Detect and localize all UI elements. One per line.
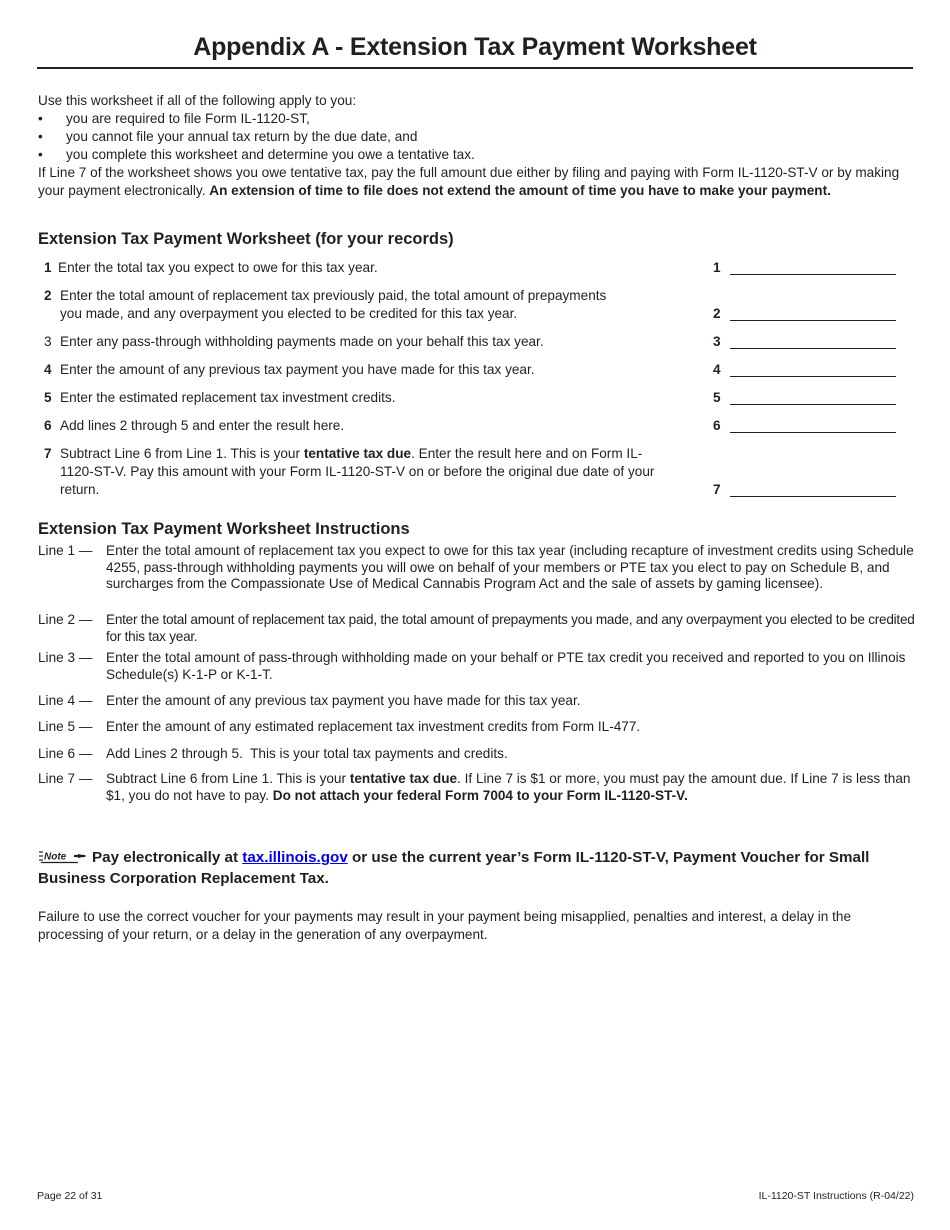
footer-page-number: Page 22 of 31: [37, 1190, 103, 1202]
line-number: 3: [713, 334, 721, 349]
amount-entry-line[interactable]: [730, 320, 896, 321]
failure-paragraph: Failure to use the correct voucher for your payments may result in your payment being misapplied, penalties and interest, a delay in the processing of your return, or a delay in the generation of any overpayment.: [38, 909, 852, 942]
footer-form-id: IL-1120-ST Instructions (R-04/22): [758, 1190, 914, 1202]
page-title: Appendix A - Extension Tax Payment Worksheet: [193, 33, 757, 61]
amount-entry-line[interactable]: [730, 432, 896, 433]
worksheet-line-1: 1 Enter the total tax you expect to owe for this tax year. 1: [38, 259, 913, 277]
line-number: 1: [713, 260, 721, 275]
line-number: 7: [713, 482, 721, 497]
intro-section: [38, 92, 918, 200]
line-number: 5: [713, 390, 721, 405]
amount-entry-line[interactable]: [730, 404, 896, 405]
amount-entry-line[interactable]: [730, 496, 896, 497]
line-number: 6: [713, 418, 721, 433]
note-callout: Note Pay electronically at tax.illinois.gov or use the current year’s Form IL-1120-ST-V, Payment Voucher for Small Business Corporation Replacement Tax.: [38, 849, 870, 887]
amount-entry-line[interactable]: [730, 348, 896, 349]
worksheet-heading: Extension Tax Payment Worksheet (for your records): [38, 230, 454, 248]
worksheet-line-3: 3 Enter any pass-through withholding payments made on your behalf this tax year. 3: [38, 333, 913, 351]
worksheet-line-4: 4 Enter the amount of any previous tax payment you have made for this tax year. 4: [38, 361, 913, 379]
bullet-icon: •: [38, 147, 43, 162]
amount-entry-line[interactable]: [730, 376, 896, 377]
worksheet-line-6: 6 Add lines 2 through 5 and enter the result here. 6: [38, 417, 913, 435]
title-divider: [37, 67, 913, 69]
amount-entry-line[interactable]: [730, 274, 896, 275]
worksheet-line-5: 5 Enter the estimated replacement tax investment credits. 5: [38, 389, 913, 407]
line-number: 2: [713, 306, 721, 321]
note-arrow-icon: [38, 848, 88, 869]
tax-illinois-link[interactable]: tax.illinois.gov: [242, 849, 348, 866]
bullet-icon: •: [38, 129, 43, 144]
intro-bullet: • you complete this worksheet and determine you owe a tentative tax.: [38, 147, 475, 162]
intro-lead: Use this worksheet if all of the following apply to you:: [38, 93, 357, 108]
intro-paragraph: If Line 7 of the worksheet shows you owe tentative tax, pay the full amount due either by filing and paying with Form IL-1120-ST-V or by making your payment electronically. An extension of time to file does not extend the amount of time you have to make your payment.: [38, 165, 900, 198]
bullet-icon: •: [38, 111, 43, 126]
intro-bullet: • you are required to file Form IL-1120-ST,: [38, 111, 310, 126]
worksheet-line-2: 2 Enter the total amount of replacement tax previously paid, the total amount of prepayments you made, and any overpayment you elected to be credited for this tax year. 2: [38, 287, 913, 323]
note-icon-label: Note: [44, 851, 67, 863]
instructions-heading: Extension Tax Payment Worksheet Instructions: [38, 520, 410, 538]
line-number: 4: [713, 362, 721, 377]
intro-emphasis: An extension of time to file does not extend the amount of time you have to make your payment.: [209, 183, 831, 198]
intro-bullet: • you cannot file your annual tax return by the due date, and: [38, 129, 418, 144]
worksheet-line-7: 7 Subtract Line 6 from Line 1. This is your tentative tax due. Enter the result here and on Form IL-1120-ST-V. Pay this amount with your Form IL-1120-ST-V on or before the original due date of your return. 7: [38, 445, 913, 499]
